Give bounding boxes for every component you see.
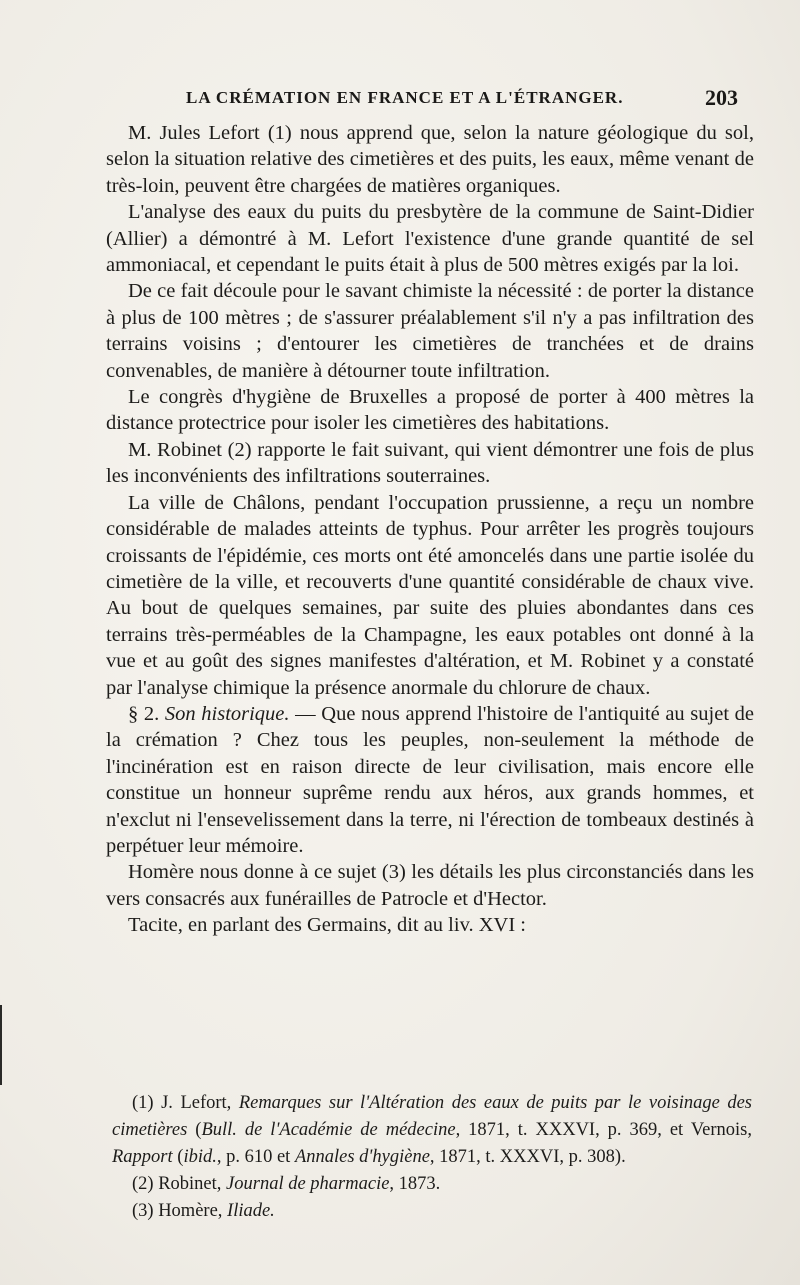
- page-number: 203: [705, 85, 738, 110]
- footnote-1-page: , p. 610 et: [216, 1147, 295, 1167]
- footnote-1: [112, 1090, 752, 1171]
- footnote-2: [112, 1171, 752, 1198]
- footnote-1-rapport: Rapport: [112, 1147, 173, 1167]
- running-head-title: LA CRÉMATION EN FRANCE ET A L'ÉTRANGER.: [186, 88, 624, 107]
- paragraph-homere: Homère nous donne à ce sujet (3) les détails les plus circonstanciés dans les vers consacrés aux funérailles de Patrocle et d'Hector.: [106, 861, 754, 910]
- running-head: [186, 85, 766, 110]
- paragraph-lefort: M. Jules Lefort (1) nous apprend que, selon la nature géologique du sol, selon la situation relative des cimetières et des puits, les eaux, même venant de très-loin, peuvent être chargées de matières organiques.: [106, 122, 754, 197]
- section-number: § 2.: [128, 702, 165, 725]
- footnote-1-paren: (: [187, 1120, 202, 1140]
- footnote-3-work: Iliade.: [227, 1201, 275, 1221]
- paragraph-saint-didier: L'analyse des eaux du puits du presbytère de la commune de Saint-Didier (Allier) a démontré à M. Lefort l'existence d'une grande quantité de sel ammoniacal, et cependant le puits était à plus de 500 mètres exigés par la loi.: [106, 201, 754, 277]
- paragraph-bruxelles: Le congrès d'hygiène de Bruxelles a proposé de porter à 400 mètres la distance protectrice pour isoler les cimetières des habitations.: [106, 386, 754, 435]
- page-edge-mark: [0, 1005, 10, 1085]
- footnote-2-author: (2) Robinet,: [132, 1174, 227, 1194]
- footnote-1-paren2: (: [172, 1147, 184, 1167]
- paragraph-historique: [106, 701, 754, 859]
- paragraph-chalons: La ville de Châlons, pendant l'occupation prussienne, a reçu un nombre considérable de malades atteints de typhus. Pour arrêter les progrès toujours croissants de l'épidémie, ces morts ont été amoncelés dans une partie isolée du cimetière de la ville, et recouverts d'une quantité considérable de chaux vive. Au bout de quelques semaines, par suite des pluies abondantes dans ces terrains très-perméables de la Champagne, les eaux potables ont donné à la vue et au goût des signes manifestes d'altération, et M. Robinet y a constaté par l'analyse chimique la présence anormale du chlorure de chaux.: [106, 491, 754, 699]
- footnote-1-ibid: ibid.: [183, 1147, 217, 1167]
- paragraph-robinet: M. Robinet (2) rapporte le fait suivant, qui vient démontrer une fois de plus les inconvénients des infiltrations souterraines.: [106, 438, 754, 488]
- footnote-1-ref: , 1871, t. XXXVI, p. 369, et Vernois,: [455, 1120, 752, 1140]
- section-heading: Son historique.: [164, 702, 290, 725]
- paragraph-necessity: De ce fait découle pour le savant chimiste la nécessité : de porter la distance à plus de 100 mètres ; de s'assurer préalablement s'il n'y a pas infiltration des terrains voisins ; d'entourer les cimetières de tranchées et de drains convenables, de manière à détourner toute infiltration.: [106, 280, 754, 382]
- body-text: [106, 120, 754, 939]
- section-text: — Que nous apprend l'histoire de l'antiquité au sujet de la crémation ? Chez tous les peuples, non-seulement la méthode de l'incinération est en raison directe de leur civilisation, mais encore elle constitue un honneur suprême rendu aux héros, aux grands hommes, et n'exclut ni l'ensevelissement dans la terre, ni l'érection de tombeaux destinés à perpétuer leur mémoire.: [106, 702, 755, 857]
- footnotes: [112, 1090, 752, 1225]
- footnote-1-end: , 1871, t. XXXVI, p. 308).: [429, 1147, 626, 1167]
- footnote-3: [112, 1198, 752, 1225]
- footnote-1-author: (1) J. Lefort,: [132, 1093, 239, 1113]
- footnote-2-year: , 1873.: [389, 1174, 441, 1194]
- footnote-3-author: (3) Homère,: [132, 1201, 228, 1221]
- paragraph-tacite: Tacite, en parlant des Germains, dit au liv. XVI :: [128, 914, 526, 937]
- footnote-1-bulletin: Bull. de l'Académie de médecine: [201, 1120, 456, 1140]
- footnote-1-annales: Annales d'hygiène: [294, 1147, 430, 1167]
- footnote-2-journal: Journal de pharmacie: [226, 1174, 390, 1194]
- footnote-1-title: Remarques sur l'Altération des eaux de puits par le voisinage des cimetières: [112, 1093, 752, 1140]
